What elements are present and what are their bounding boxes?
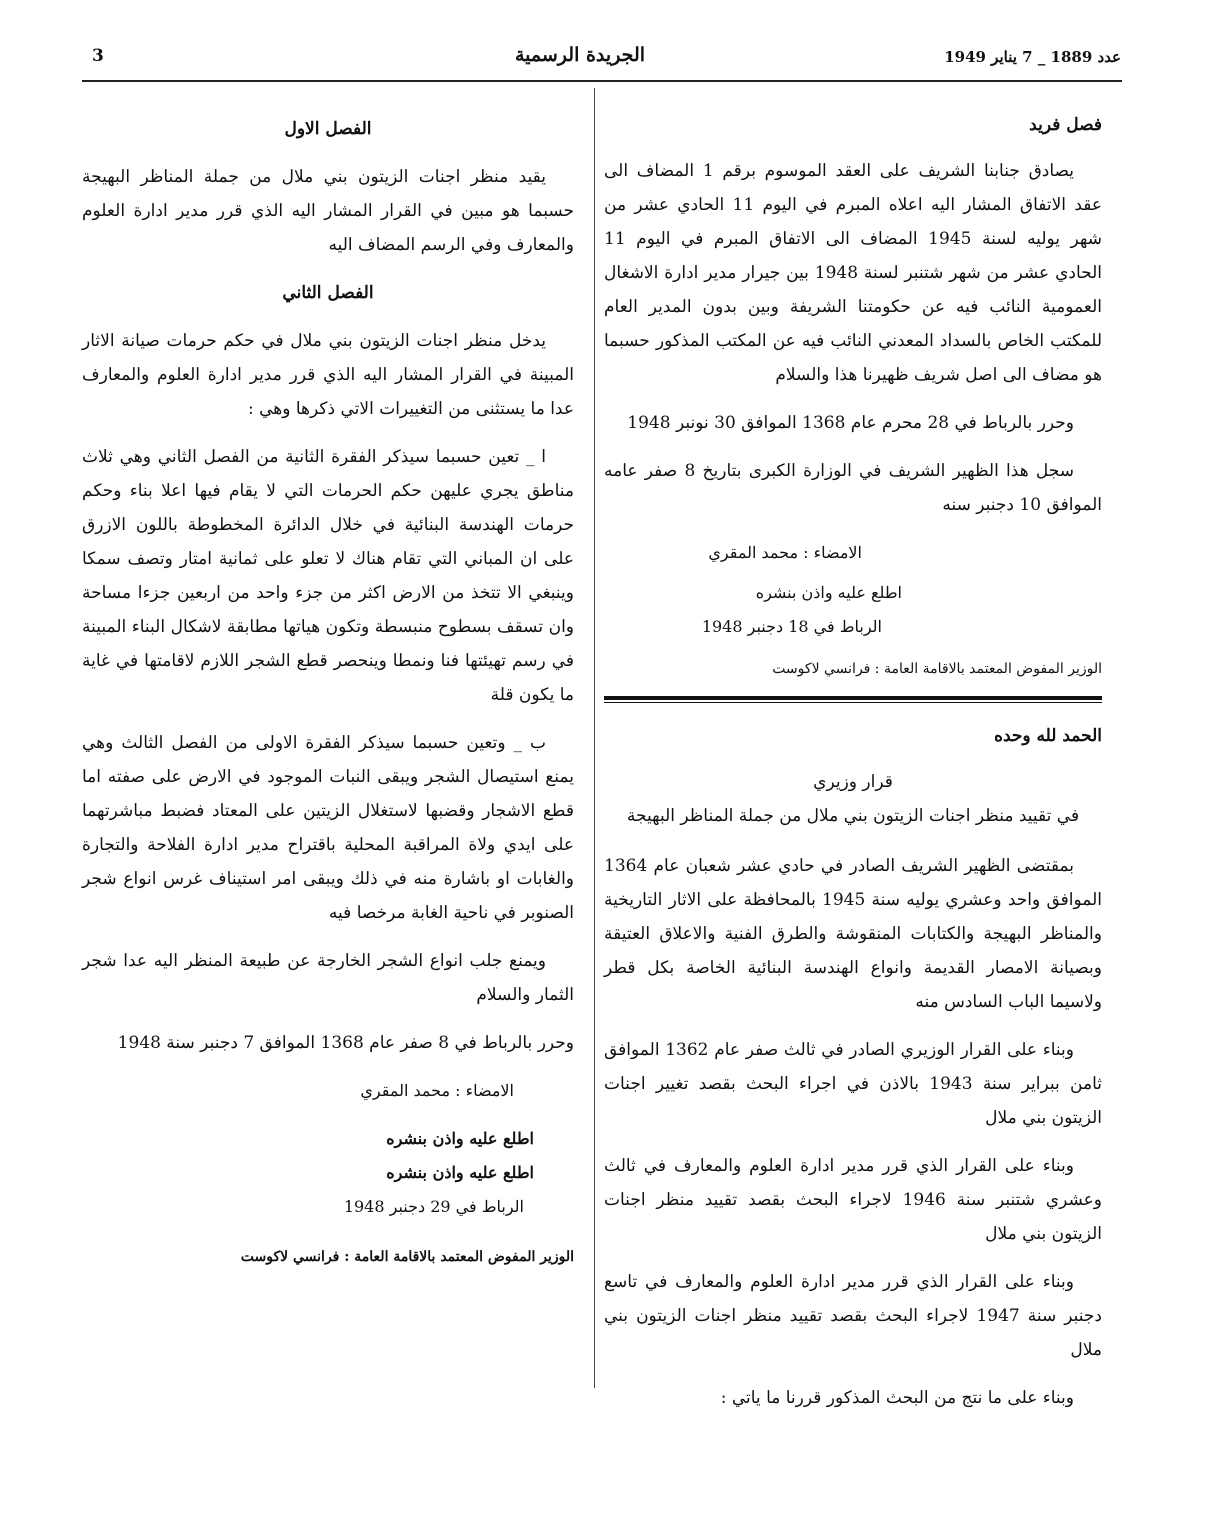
recital-3: وبناء على القرار الذي قرر مدير ادارة العلوم والمعارف في ثالث وعشري شتنبر سنة 1946 لاجراء البحث بقصد تقييد منظر اجنات الزيتون بني ملال — [604, 1156, 1103, 1244]
decree-signature: الامضاء : محمد المقري — [360, 1081, 514, 1100]
dahir-registered: سجل هذا الظهير الشريف في الوزارة الكبرى بتاريخ 8 صفر عامه الموافق 10 دجنبر سنه — [604, 461, 1102, 515]
recital-4: وبناء على القرار الذي قرر مدير ادارة العلوم والمعارف في تاسع دجنبر سنة 1947 لاجراء البحث بقصد تقييد منظر اجنات الزيتون بني ملال — [604, 1272, 1103, 1360]
decree-seen-2: اطلع عليه واذن بنشره — [386, 1163, 534, 1182]
dahir-done-at: وحرر بالرباط في 28 محرم عام 1368 الموافق 30 نونبر 1948 — [627, 413, 1074, 433]
item-a: ا _ تعين حسبما سيذكر الفقرة الثانية من الفصل الثاني وهي ثلاث مناطق يجري عليهن حكم الحرمات التي لا يقام فيها اعلا بناء وحكم حرمات الهندسة البنائية في خلال الدائرة المخطوطة باللون الازرق على ان المباني التي تقام هناك لا تعلو على ثمانية امتار وتصف سمكا وينبغي الا تتخذ من الارض اكثر من جزء واحد من اربعين جزءا مساحة وان تسقف بسطوح منبسطة وتكون هياتها مطابقة لاشكال البناء المبينة في رسم تهيئتها فنا ونمطا وينحصر قطع الشجر اللازم لاقامتها في غاية ما يكون قلة — [82, 447, 574, 705]
recital-2: وبناء على القرار الوزيري الصادر في ثالث صفر عام 1362 الموافق ثامن ببراير سنة 1943 بالاذن في اجراء البحث بقصد تغيير اجنات الزيتون بني ملال — [604, 1040, 1102, 1128]
page-number: 3 — [92, 46, 104, 66]
chapter-1-text: يقيد منظر اجنات الزيتون بني ملال من جملة المناظر البهيجة حسبما هو مبين في القرار المشار اليه الذي قرر مدير ادارة العلوم والمعارف وفي الرسم المضاف اليه — [82, 167, 574, 255]
dahir-signature: الامضاء : محمد المقري — [708, 543, 862, 562]
chapter-2-text: يدخل منظر اجنات الزيتون بني ملال في حكم حرمات صيانة الاثار المبينة في القرار المشار اليه الذي قرر مدير ادارة العلوم والمعارف عدا ما يستثنى من التغييرات الاتي ذكرها وهي : — [82, 331, 574, 419]
decree-title: قرار وزيري — [813, 772, 893, 792]
dahir-seen: اطلع عليه واذن بنشره — [755, 583, 902, 602]
recital-5: وبناء على ما نتج من البحث المذكور قررنا ما ياتي : — [720, 1388, 1074, 1408]
chapter-2-heading: الفصل الثاني — [282, 283, 374, 303]
column-divider — [594, 88, 595, 1388]
decree-seen-1: اطلع عليه واذن بنشره — [386, 1129, 534, 1148]
section-separator — [604, 696, 1102, 703]
chapter-1-heading: الفصل الاول — [284, 119, 372, 139]
dahir-text: يصادق جنابنا الشريف على العقد الموسوم برقم 1 المضاف الى عقد الاتفاق المشار اليه اعلاه المبرم في اليوم 11 الحادي عشر من شهر يوليه لسنة 1945 المضاف الى الاتفاق المبرم في اليوم 11 الحادي عشر من شهر شتنبر لسنة 1948 بين جيرار مدير ادارة الاشغال العمومية النائب فيه عن حكومتنا الشريفة وبين بدون المدير العام للمكتب الخاص بالسداد المعدني النائب فيه عن المكتب المذكور حسبما هو مضاف الى اصل شريف ظهيرنا هذا والسلام — [604, 161, 1102, 385]
decree-minister: الوزير المفوض المعتمد بالاقامة العامة : فرانسي لاكوست — [240, 1249, 574, 1265]
decree-rabat-date: الرباط في 29 دجنبر 1948 — [343, 1197, 524, 1216]
right-column — [604, 104, 1102, 1429]
dahir-minister: الوزير المفوض المعتمد بالاقامة العامة : فرانسي لاكوست — [772, 661, 1102, 677]
praise-line: الحمد لله وحده — [994, 726, 1102, 746]
dahir-rabat-date: الرباط في 18 دجنبر 1948 — [701, 617, 882, 636]
decree-subject: في تقييد منظر اجنات الزيتون بني ملال من جملة المناظر البهيجة — [626, 806, 1080, 826]
decree-done-at: وحرر بالرباط في 8 صفر عام 1368 الموافق 7 دجنبر سنة 1948 — [117, 1033, 574, 1053]
issue-line: عدد 1889 _ 7 يناير 1949 — [944, 48, 1121, 66]
recital-1: بمقتضى الظهير الشريف الصادر في حادي عشر شعبان عام 1364 الموافق واحد وعشري يوليه سنة 1945 بالمحافظة على الاثار التاريخية والمناظر البهيجة والكتابات المنقوشة والطرق الفنية والاعلاق العتيقة وبصيانة الامصار القديمة وانواع الهندسة البنائية الخاصة بكل قطر ولاسيما الباب السادس منه — [604, 856, 1102, 1012]
prohibition-text: ويمنع جلب انواع الشجر الخارجة عن طبيعة المنظر اليه عدا شجر الثمار والسلام — [82, 951, 574, 1005]
gazette-title: الجريدة الرسمية — [514, 44, 646, 66]
item-b: ب _ وتعين حسبما سيذكر الفقرة الاولى من الفصل الثالث وهي يمنع استيصال الشجر ويبقى النبات الموجود في الارض على صفته اما قطع الاشجار وقضبها لاستغلال الزيتين على المعتاد فضبط مباشرتهما على ايدي ولاة المراقبة المحلية باقتراح مدير ادارة الفلاحة والتجارة والغابات او باشارة منه في ذلك ويبقى امر استيناف غرس انواع شجر الصنوبر في ناحية الغابة مرخصا فيه — [82, 733, 574, 923]
left-column — [82, 104, 574, 1274]
single-chapter-heading: فصل فريد — [1029, 115, 1102, 135]
header-rule — [82, 80, 1122, 82]
